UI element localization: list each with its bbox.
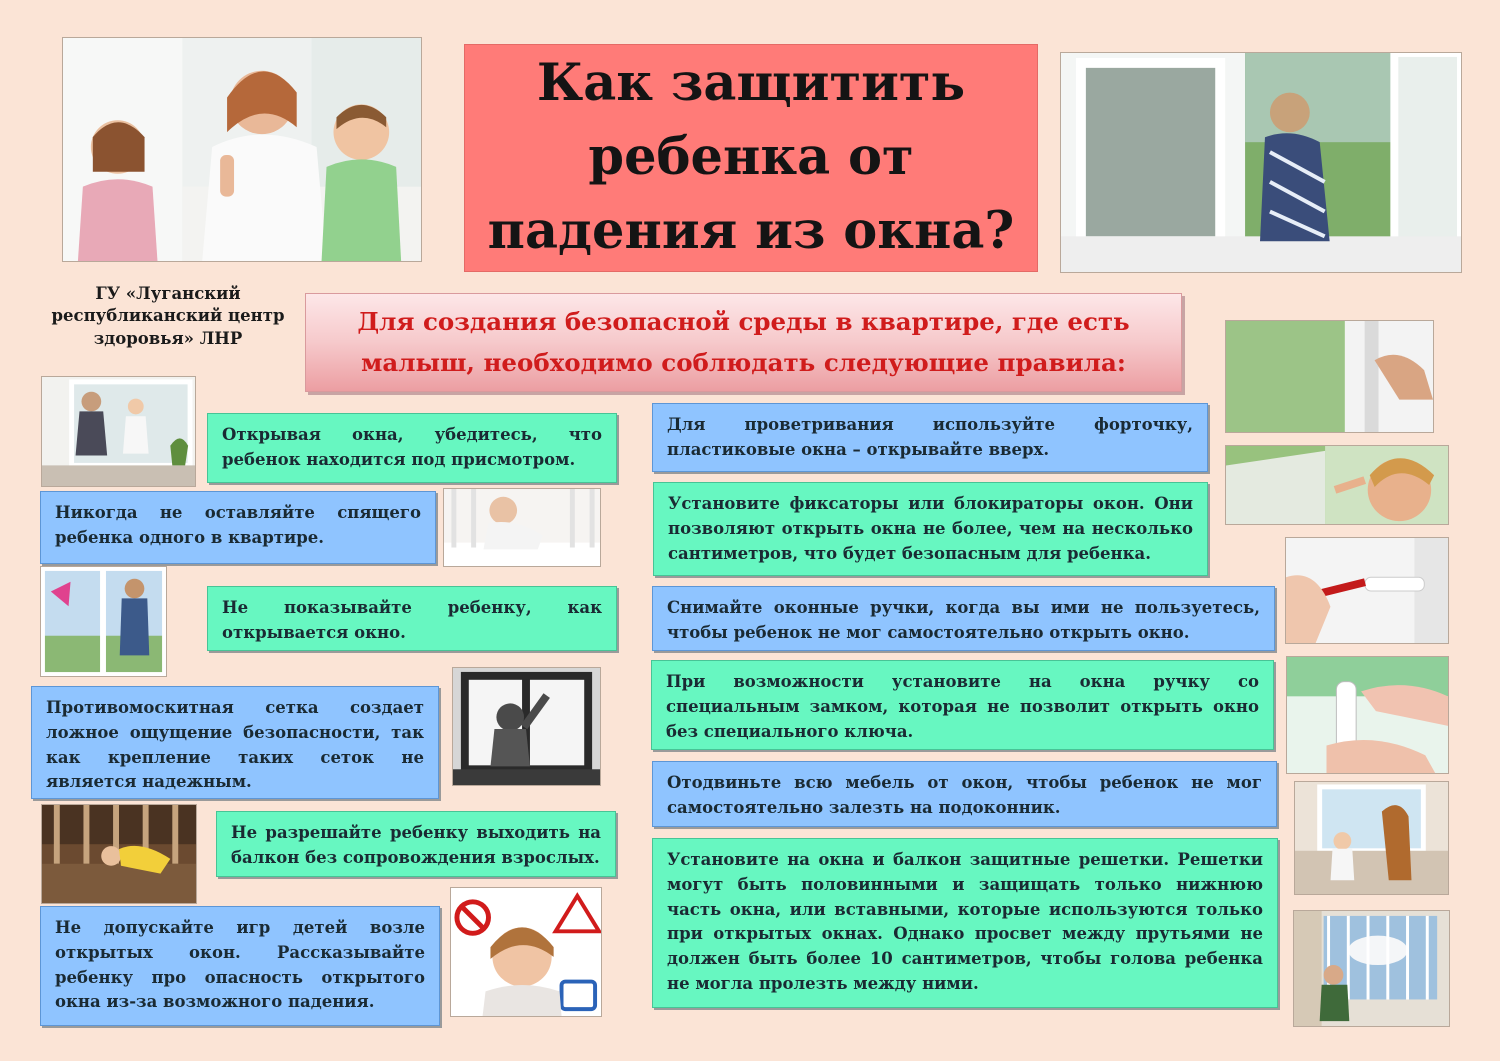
rule-dont-show-opening: Не показывайте ребенку, как открывается окно. — [207, 586, 617, 651]
rule-sleeping-child: Никогда не оставляйте спящего ребенка одного в квартире. — [40, 491, 436, 564]
photo-screwdriver-handle — [1285, 537, 1449, 644]
photo-mother-with-children — [62, 37, 422, 262]
intro-text: Для создания безопасной среды в квартире, где есть малыш, необходимо соблюдать следующие правила: — [357, 307, 1130, 377]
rule-lockable-handle: При возможности установите на окна ручку со специальным замком, которая не позволит открыть окно без специального ключа. — [651, 660, 1274, 750]
rule-ventilation: Для проветривания используйте форточку, пластиковые окна – открывайте вверх. — [652, 403, 1208, 472]
photo-girl-at-window — [1060, 52, 1462, 273]
rule-mosquito-net: Противомоскитная сетка создает ложное ощущение безопасности, так как крепление таких сеток не является надежным. — [31, 686, 439, 799]
rule-no-games-near-windows: Не допускайте игр детей возле открытых окон. Рассказывайте ребенку про опасность открытого окна из-за возможного падения. — [40, 906, 440, 1026]
photo-hand-on-window-sash — [1225, 320, 1434, 433]
photo-thinking-child-signs — [450, 887, 602, 1017]
photo-key-lock-handle — [1286, 656, 1449, 774]
rule-protective-grilles: Установите на окна и балкон защитные решетки. Решетки могут быть половинными и защищать только нижнюю часть окна, или вставными, которые используются только при открытых окнах. Однако просвет между прутьями не должен быть более 10 сантиметров, чтобы голова ребенка не могла пролезть между ними. — [652, 838, 1278, 1008]
poster-title-box — [464, 44, 1038, 272]
photo-child-silhouette-window — [452, 667, 601, 786]
photo-child-flying-kite — [40, 566, 167, 677]
photo-child-and-dog-at-window — [1294, 781, 1449, 895]
photo-child-on-balcony — [41, 804, 197, 904]
rule-balcony-supervision: Не разрешайте ребенку выходить на балкон без сопровождения взрослых. — [216, 811, 616, 877]
organization-name: ГУ «Луганский республиканский центр здоровья» ЛНР — [51, 284, 285, 348]
rule-move-furniture: Отодвиньте всю мебель от окон, чтобы ребенок не мог самостоятельно залезть на подоконник. — [652, 761, 1277, 827]
photo-baby-in-crib — [443, 488, 601, 567]
photo-mother-child-windowsill — [41, 376, 196, 487]
intro-banner — [305, 293, 1182, 392]
rule-window-locks: Установите фиксаторы или блокираторы окон. Они позволяют открыть окна не более, чем на несколько сантиметров, что будет безопасным для ребенка. — [653, 482, 1208, 576]
photo-child-opening-window — [1225, 445, 1449, 525]
poster-title: Как защитить ребенка от падения из окна? — [487, 53, 1015, 261]
photo-child-at-barred-window — [1293, 910, 1450, 1027]
rule-supervision: Открывая окна, убедитесь, что ребенок находится под присмотром. — [207, 413, 617, 483]
rule-remove-handles: Снимайте оконные ручки, когда вы ими не пользуетесь, чтобы ребенок не мог самостоятельно открыть окно. — [652, 586, 1275, 651]
